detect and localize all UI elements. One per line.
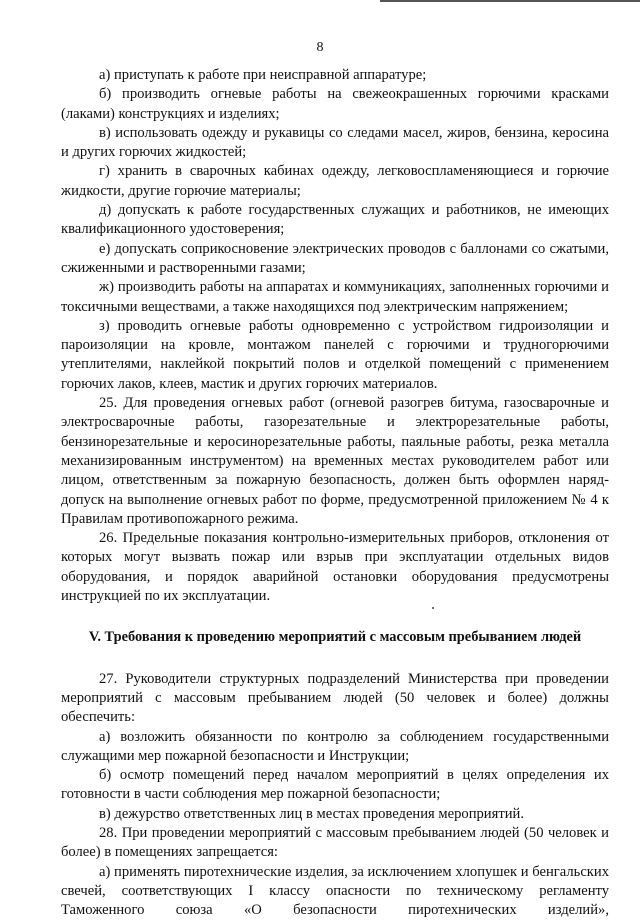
paragraph: б) осмотр помещений перед началом мероприятий в целях определения их готовности в части соблюдения мер пожарной безопасности; (61, 767, 609, 803)
paragraph: 25. Для проведения огневых работ (огневой разогрев битума, газосварочные и электросварочные работы, газорезательные и электрорезательные работы, бензинорезательные и керосинорезательные работы, паяльные работы, резка металла механизированным инструментом) на временных местах руководителем работ или лицом, ответственным за пожарную безопасность, должен быть оформлен наряд-допуск на выполнение огневых работ по форме, предусмотренной приложением № 4 к Правилам противопожарного режима. (61, 395, 609, 527)
paragraph: в) дежурство ответственных лиц в местах проведения мероприятий. (99, 805, 524, 822)
paragraph: 28. При проведении мероприятий с массовым пребыванием людей (50 человек и более) в помещениях запрещается: (61, 824, 609, 861)
scan-edge-line (380, 0, 640, 2)
paragraph: б) производить огневые работы на свежеокрашенных горючими красками (лаками) конструкциях и изделиях; (61, 86, 609, 122)
document-body (61, 66, 609, 920)
scan-speck (432, 607, 434, 609)
paragraph: д) допускать к работе государственных служащих и работников, не имеющих квалификационного удостоверения; (61, 202, 609, 238)
paragraph: а) приступать к работе при неисправной аппаратуре; (99, 67, 427, 83)
paragraph: ж) производить работы на аппаратах и коммуникациях, заполненных горючими и токсичными веществами, а также находящихся под электрическим напряжением; (61, 279, 609, 315)
paragraph: 26. Предельные показания контрольно-измерительных приборов, отклонения от которых могут вызвать пожар или взрыв при эксплуатации отдельных видов оборудования, и порядок аварийной остановки оборудования предусмотрены инструкцией по их эксплуатации. (61, 530, 609, 605)
paragraph: г) хранить в сварочных кабинах одежду, легковоспламеняющиеся и горючие жидкости, другие горючие материалы; (61, 163, 609, 199)
paragraph: а) возложить обязанности по контролю за соблюдением государственными служащими мер пожарной безопасности и Инструкции; (61, 728, 609, 764)
page-number: 8 (316, 40, 324, 55)
paragraph: з) проводить огневые работы одновременно с устройством гидроизоляции и пароизоляции на кровле, монтажом панелей с горючими и трудногорючими утеплителями, наклейкой покрытий полов и отделкой помещений с применением горючих лаков, клеев, мастик и других горючих материалов. (61, 317, 609, 392)
paragraph: в) использовать одежду и рукавицы со следами масел, жиров, бензина, керосина и других горючих жидкостей; (61, 124, 609, 161)
paragraph: е) допускать соприкосновение электрических проводов с баллонами со сжатыми, сжиженными и растворенными газами; (61, 240, 609, 276)
section-heading: V. Требования к проведению мероприятий с массовым пребыванием людей (88, 629, 582, 646)
paragraph: а) применять пиротехнические изделия, за исключением хлопушек и бенгальских свечей, соответствующих I классу опасности по техническому регламенту Таможенного союза «О безопасности пиротехнических изделий», (61, 863, 609, 919)
paragraph: 27. Руководители структурных подразделений Министерства при проведении мероприятий с массовым пребыванием людей (50 человек и более) должны обеспечить: (61, 670, 609, 726)
